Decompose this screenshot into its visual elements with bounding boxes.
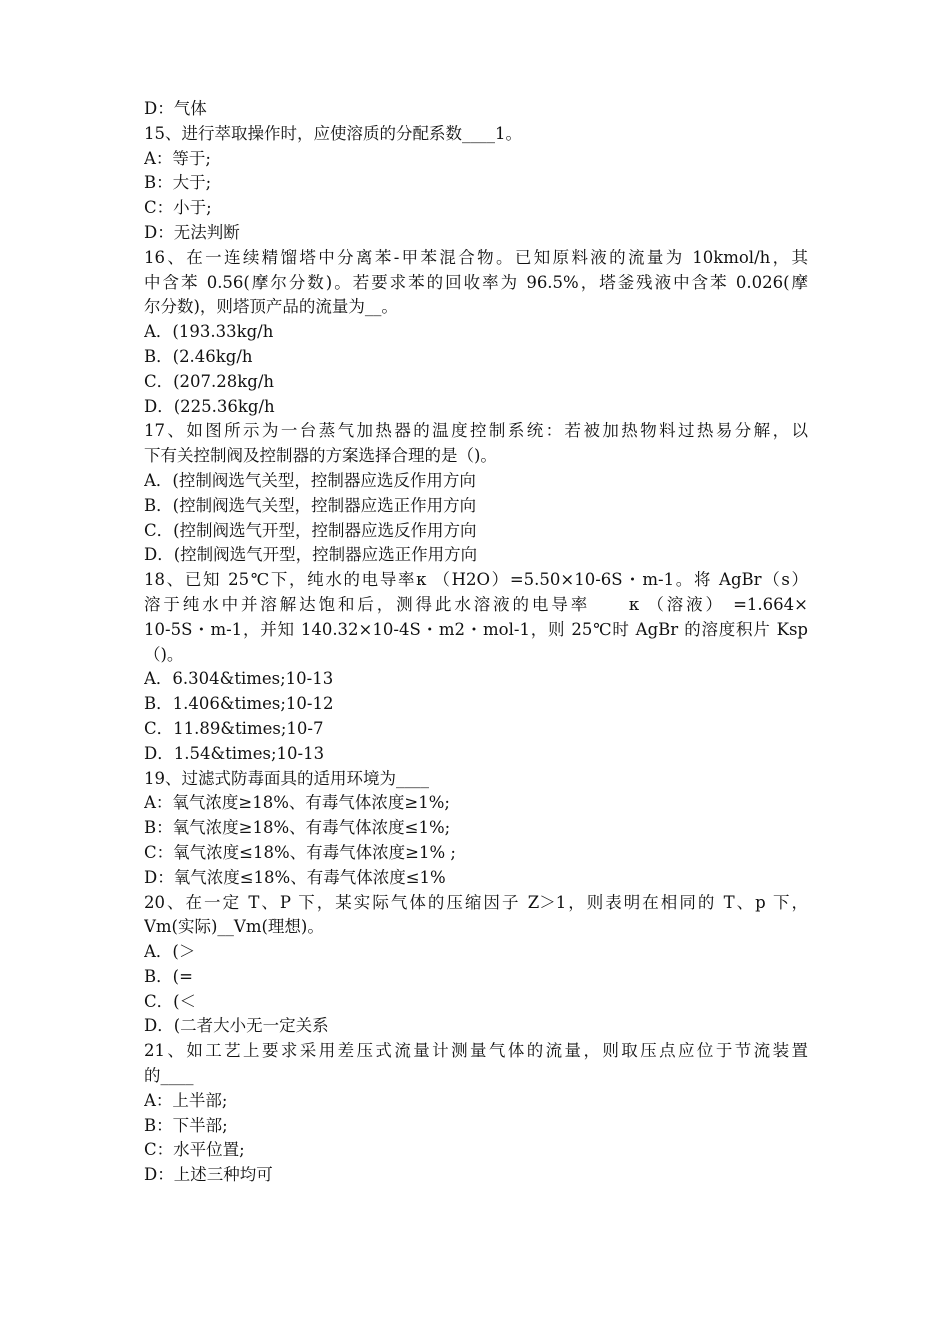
- text-line: 20、在一定 T、P 下，某实际气体的压缩因子 Z＞1，则表明在相同的 T、p 下，: [144, 892, 808, 912]
- text-line: D：氧气浓度≤18%、有毒气体浓度≤1%: [144, 867, 446, 887]
- text-line: D．(控制阀选气开型，控制器应选正作用方向: [144, 545, 478, 565]
- text-line: A：氧气浓度≥18%、有毒气体浓度≥1%;: [144, 793, 450, 813]
- text-line: B：大于;: [144, 173, 212, 193]
- text-line: 下有关控制阀及控制器的方案选择合理的是（)。: [144, 446, 497, 466]
- text-line: 溶于纯水中并溶解达饱和后，测得此水溶液的电导率 κ （溶液） =1.664×: [144, 594, 808, 614]
- text-line: D：无法判断: [144, 222, 240, 242]
- text-line: A：上半部;: [144, 1090, 228, 1110]
- text-line: 15、进行萃取操作时，应使溶质的分配系数____1。: [144, 123, 522, 143]
- text-line: C：小于;: [144, 198, 212, 218]
- text-line: B．(控制阀选气关型，控制器应选正作用方向: [144, 495, 477, 515]
- text-line: D．1.54&times;10-13: [144, 743, 325, 763]
- text-line: D．(225.36kg/h: [144, 396, 275, 416]
- text-line: D：上述三种均可: [144, 1165, 273, 1185]
- text-line: C．(＜: [144, 991, 197, 1011]
- text-line: C：水平位置;: [144, 1140, 245, 1160]
- text-line: 10-5S・m-1，并知 140.32×10-4S・m2・mol-1，则 25℃时 AgBr 的溶度积片 Ksp: [144, 619, 808, 639]
- text-line: 17、如图所示为一台蒸气加热器的温度控制系统：若被加热物料过热易分解，以: [144, 421, 808, 441]
- text-line: （)。: [144, 644, 184, 664]
- text-line: D．(二者大小无一定关系: [144, 1016, 329, 1036]
- text-line: A．(＞: [144, 942, 196, 962]
- text-line: D：气体: [144, 99, 207, 118]
- text-line: 的____: [144, 1066, 194, 1086]
- text-line: 16、在一连续精馏塔中分离苯-甲苯混合物。已知原料液的流量为 10kmol/h，其: [144, 247, 808, 267]
- text-line: B．(=: [144, 966, 193, 986]
- text-line: 18、已知 25℃下，纯水的电导率κ （H2O）=5.50×10-6S・m-1。将 AgBr（s）: [144, 570, 808, 590]
- text-line: 19、过滤式防毒面具的适用环境为____: [144, 768, 429, 788]
- text-line: A．(控制阀选气关型，控制器应选反作用方向: [144, 470, 476, 490]
- text-line: 尔分数)，则塔顶产品的流量为__。: [144, 297, 398, 317]
- text-line: C．(207.28kg/h: [144, 371, 275, 391]
- text-line: Vm(实际)__Vm(理想)。: [144, 917, 324, 937]
- text-line: C．(控制阀选气开型，控制器应选反作用方向: [144, 520, 477, 540]
- text-line: 21、如工艺上要求采用差压式流量计测量气体的流量，则取压点应位于节流装置: [144, 1041, 808, 1061]
- text-line: B．(2.46kg/h: [144, 346, 253, 366]
- document-body: [144, 97, 808, 1188]
- text-line: A．6.304&times;10-13: [144, 669, 334, 689]
- text-line: B．1.406&times;10-12: [144, 694, 334, 714]
- text-line: B：下半部;: [144, 1115, 228, 1135]
- text-line: C：氧气浓度≤18%、有毒气体浓度≥1% ;: [144, 842, 456, 862]
- text-line: C．11.89&times;10-7: [144, 718, 324, 738]
- text-line: 中含苯 0.56(摩尔分数)。若要求苯的回收率为 96.5%，塔釜残液中含苯 0.026(摩: [144, 272, 808, 292]
- text-line: B：氧气浓度≥18%、有毒气体浓度≤1%;: [144, 818, 451, 838]
- text-line: A．(193.33kg/h: [144, 322, 274, 342]
- text-line: A：等于;: [144, 148, 211, 168]
